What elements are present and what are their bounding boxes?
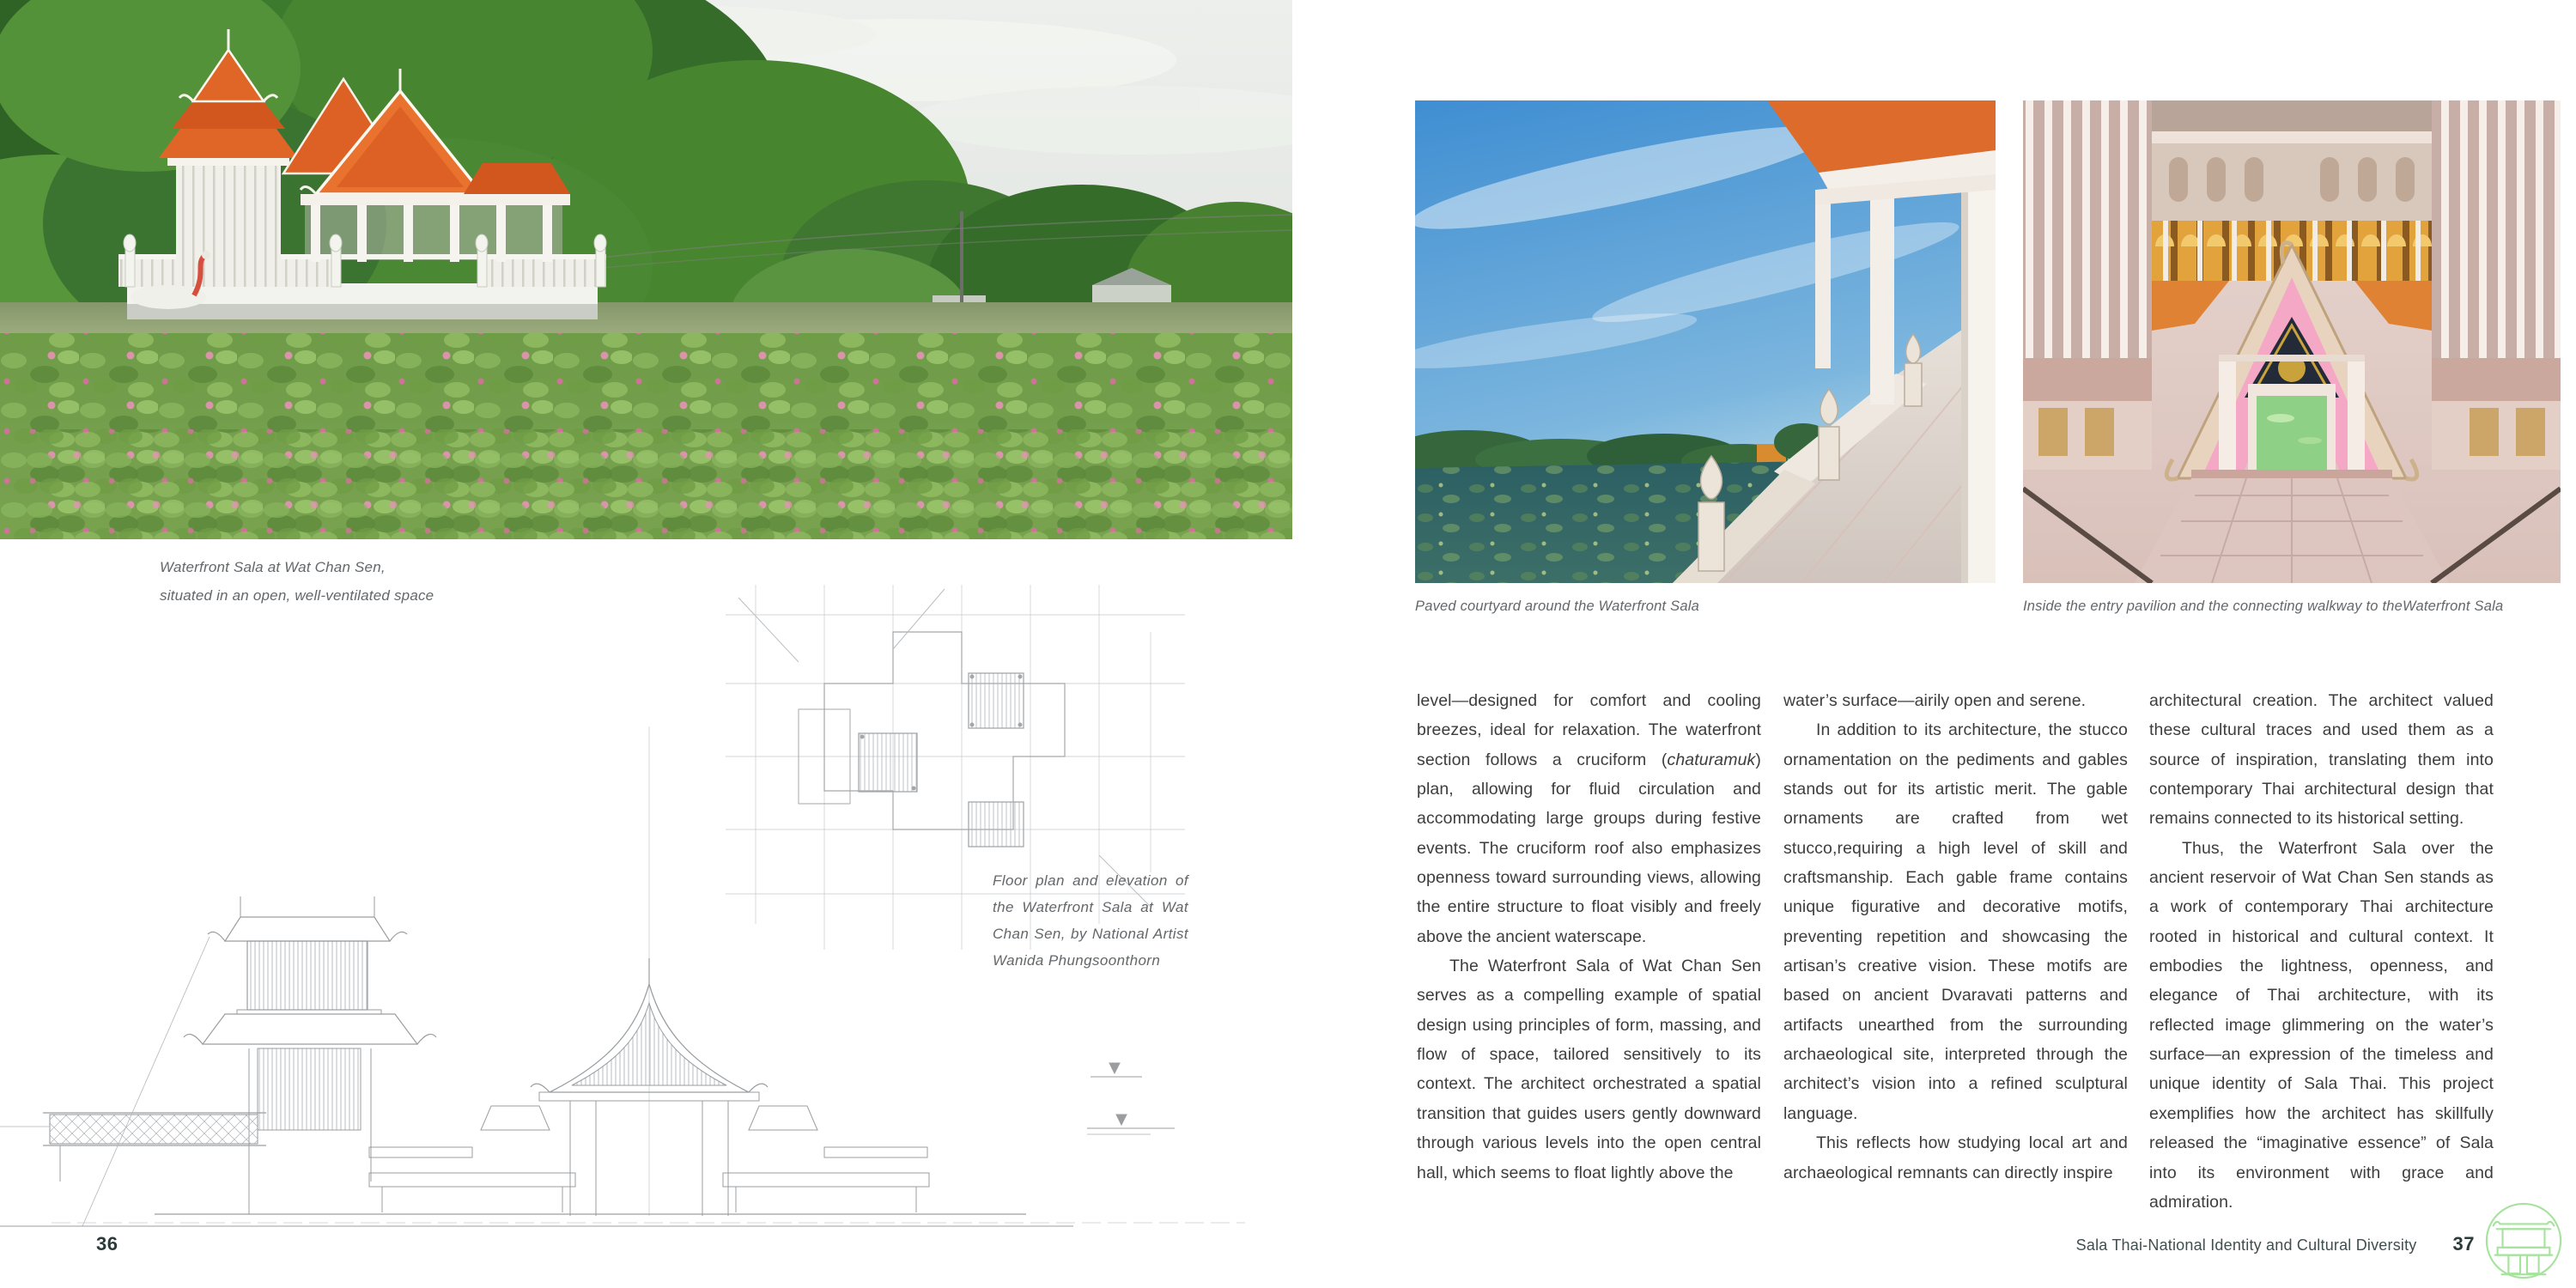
caption-line: the Waterfront Sala at Wat	[993, 899, 1188, 915]
caption-line: Waterfront Sala at Wat Chan Sen,	[160, 559, 386, 575]
page-number-left: 36	[96, 1233, 118, 1255]
body-column-2	[1783, 686, 2128, 1188]
ceiling	[2135, 100, 2449, 131]
sala-thai-logo-icon	[2483, 1200, 2564, 1280]
body-column-1	[1417, 686, 1761, 1188]
paragraph: In addition to its architecture, the stucco ornamentation on the pediments and gables stands out for its artistic merit. The gable ornaments are crafted from wet stucco,requiring a high level of skill and craftsmanship. Each gable frame contains unique figurative and decorative motifs, preventing repetition and showcasing the artisan’s creative vision. These motifs are based on ancient Dvaravati patterns and artifacts unearthed from the surrounding archaeological site, interpreted through the architect’s vision into a refined sculptural language.	[1783, 720, 2128, 1123]
paragraph: level—designed for comfort and cooling breezes, ideal for relaxation. The waterfront section follows a cruciform (chaturamuk) plan, allowing for fluid circulation and accommodating large groups during festive events. The cruciform roof also emphasizes openness toward surrounding views, allowing the entire structure to float visibly and freely above the ancient waterscape.	[1417, 691, 1761, 946]
paragraph: This reflects how studying local art and archaeological remnants can directly inspire	[1783, 1133, 2128, 1182]
paragraph: Thus, the Waterfront Sala over the ancient reservoir of Wat Chan Sen stands as a work of contemporary Thai architecture rooted in historical and cultural context. It embodies the lightness, openness, and elegance of Thai architecture, with its reflected image glimmering on the water’s surface—an expression of the timeless and unique identity of Sala Thai. This project exemplifies how the architect has skillfully released the “imaginative essence” of Sala into its environment with grace and admiration.	[2149, 838, 2494, 1212]
caption-line: situated in an open, well-ventilated space	[160, 587, 434, 604]
photo-waterfront-sala-pond	[0, 0, 1292, 539]
running-title: Sala Thai-National Identity and Cultural Diversity	[2075, 1236, 2417, 1254]
caption-line: Wanida Phungsoonthorn	[993, 952, 1161, 969]
paragraph: water’s surface—airily open and serene.	[1783, 691, 2087, 710]
paragraph: architectural creation. The architect valued these cultural traces and used them as a source of inspiration, translating them into contemporary Thai architectural design that remains connected to its historical setting.	[2149, 691, 2494, 829]
photo1-caption: Paved courtyard around the Waterfront Sala	[1415, 598, 1699, 614]
photo2-caption: Inside the entry pavilion and the connecting walkway to theWaterfront Sala	[2023, 598, 2504, 614]
caption-line: Chan Sen, by National Artist	[993, 926, 1188, 942]
drawing-caption	[993, 867, 1188, 974]
water-level-marks	[1087, 1063, 1175, 1134]
paragraph: The Waterfront Sala of Wat Chan Sen serves as a compelling example of spatial design using principles of form, massing, and flow of space, tailored sensitively to its context. The architect orchestrated a spatial transition that guides users gently downward through various levels into the open central hall, which seems to float lightly above the	[1417, 957, 1761, 1182]
caption-line: Floor plan and elevation of	[993, 872, 1188, 889]
photo-paved-courtyard	[1415, 100, 1996, 583]
italic-term: chaturamuk	[1667, 750, 1756, 769]
arch-frieze	[2152, 143, 2432, 221]
body-column-3	[2149, 686, 2494, 1217]
footer-right	[2076, 1233, 2475, 1255]
elevation-sketch	[0, 726, 1245, 1226]
photo-entry-pavilion-walkway	[2023, 100, 2561, 583]
page-number-right: 37	[2452, 1233, 2475, 1255]
